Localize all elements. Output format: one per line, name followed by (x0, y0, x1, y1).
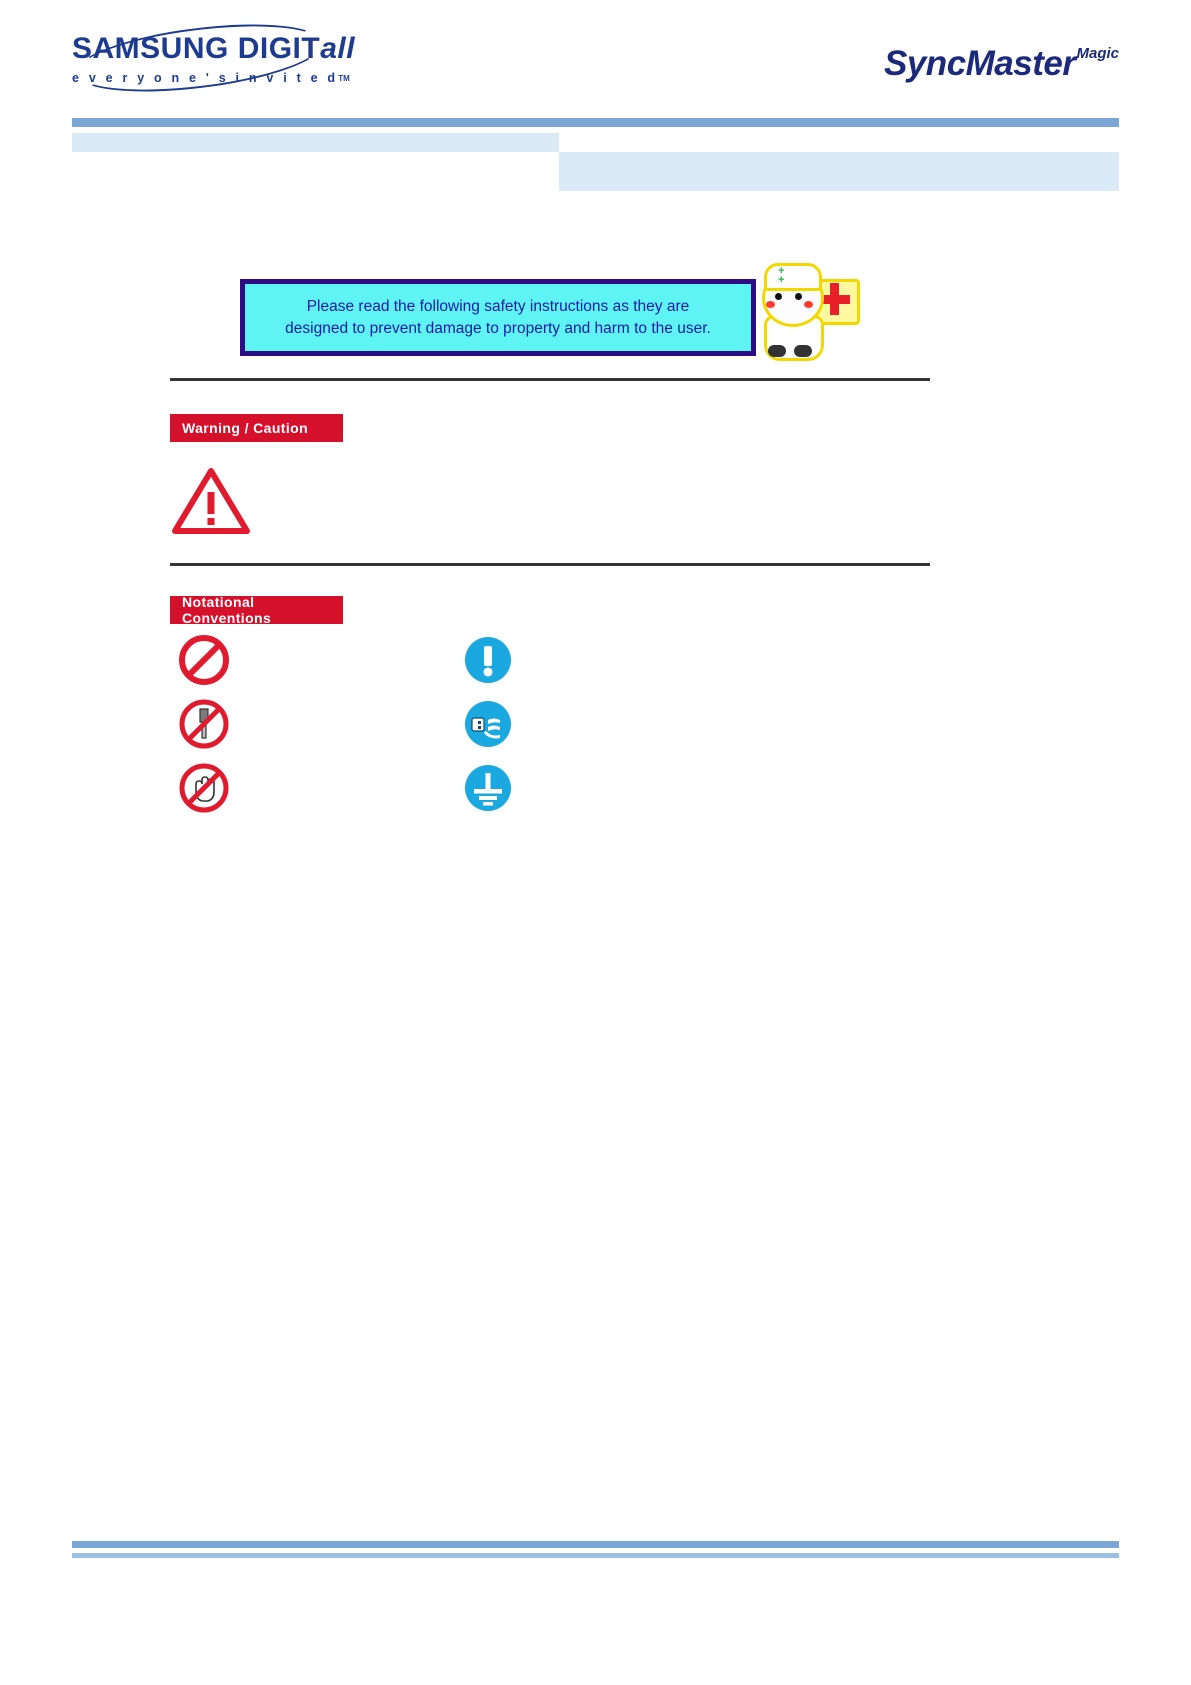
section-divider-1 (170, 378, 930, 381)
mascot-shoe-right (794, 345, 812, 357)
earth-ground-icon (462, 762, 514, 814)
logo-wordmark (72, 32, 356, 66)
mandatory-exclamation-icon (462, 634, 514, 686)
tab-strip (72, 133, 1119, 191)
mascot-cheek-left (766, 301, 775, 308)
logo-tagline (72, 71, 350, 85)
product-brand (884, 44, 1119, 84)
safety-notice-line1: Please read the following safety instructions as they are (306, 297, 690, 315)
notational-icon-grid (178, 634, 578, 824)
section-heading-notational-label: Notational Conventions (182, 594, 272, 626)
mascot-shoe-left (768, 345, 786, 357)
product-superscript: Magic (1076, 45, 1119, 62)
section-heading-warning (170, 414, 343, 442)
mascot-eye-left (775, 293, 782, 300)
section-divider-2 (170, 563, 930, 566)
safety-notice (240, 265, 785, 356)
footer-rule-primary (72, 1541, 1119, 1548)
logo-brand-text: SAMSUNG (72, 32, 229, 65)
safety-notice-line2: designed to prevent damage to property and harm to the user. (285, 319, 711, 337)
logo-tagline-text: e v e r y o n e ' s i n v i t e d (72, 71, 339, 85)
mascot-cap-mark: + + (778, 265, 785, 286)
logo-tagline-tm: TM (338, 74, 350, 83)
product-name: SyncMaster (884, 44, 1076, 83)
warning-triangle-icon (172, 468, 250, 534)
safety-notice-box (240, 279, 756, 356)
unplug-power-plug-icon (462, 698, 514, 750)
section-heading-warning-label: Warning / Caution (182, 420, 309, 436)
samsung-logo (72, 32, 356, 100)
safety-notice-text (285, 296, 711, 340)
nurse-mascot-icon (748, 265, 856, 365)
header-rule (72, 118, 1119, 127)
prohibited-icon (178, 634, 230, 686)
logo-digit-text: DIGIT (237, 32, 321, 65)
mascot-cheek-right (804, 301, 813, 308)
footer-rule-secondary (72, 1553, 1119, 1558)
tab-notch-area (559, 133, 1119, 152)
logo-all-text: all (320, 32, 356, 65)
mascot-eye-right (795, 293, 802, 300)
section-heading-notational (170, 596, 343, 624)
no-disassembly-screwdriver-icon (178, 698, 230, 750)
tab-active-area (72, 152, 559, 191)
mascot-cap (764, 263, 822, 291)
do-not-touch-hand-icon (178, 762, 230, 814)
